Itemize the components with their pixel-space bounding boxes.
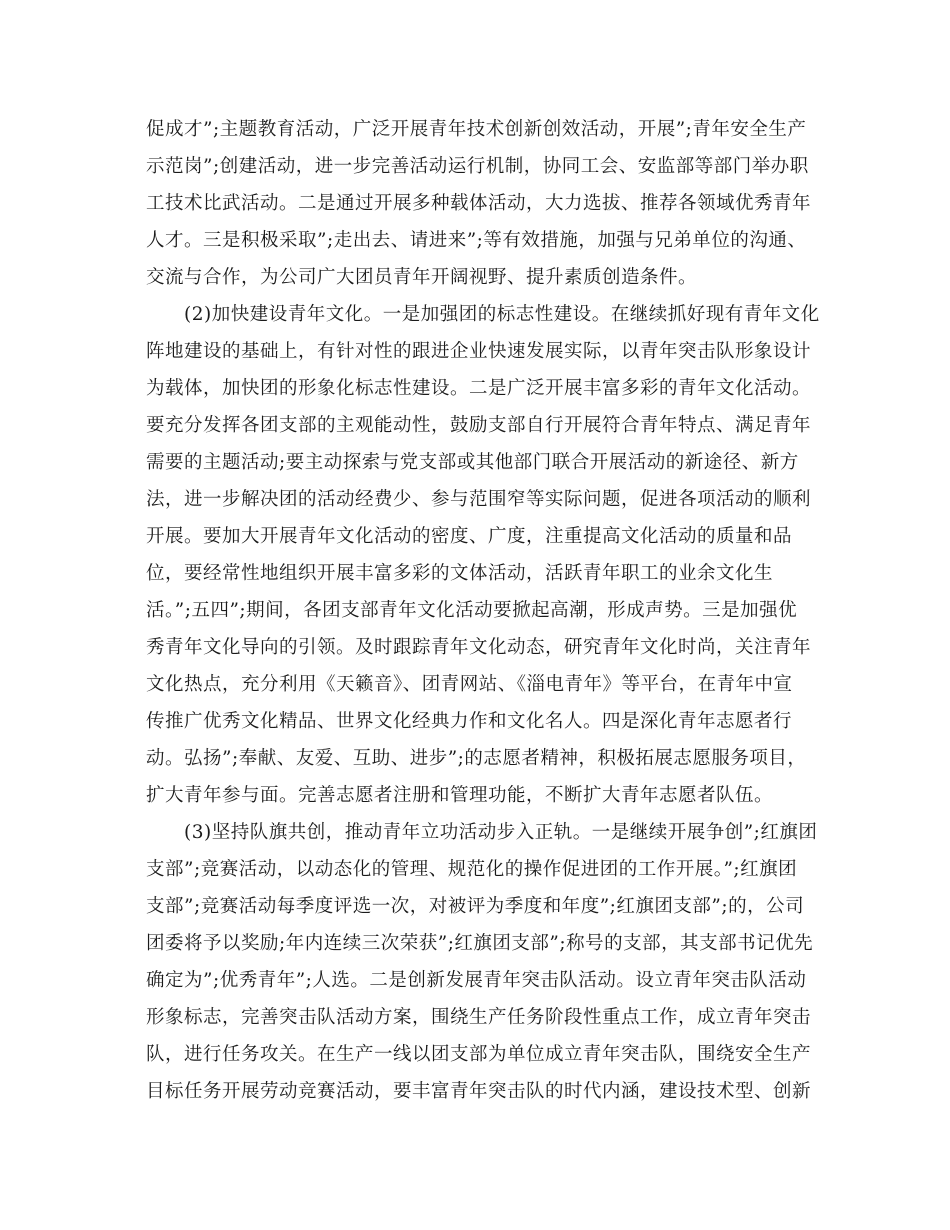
text-line: 示范岗”;创建活动，进一步完善活动运行机制，协同工会、安监部等部门举办职 [146, 156, 809, 177]
text-line: 法，进一步解决团的活动经费少、参与范围窄等实际问题，促进各项活动的顺利 [146, 489, 812, 510]
text-line: 开展。要加大开展青年文化活动的密度、广度，注重提高文化活动的质量和品 [146, 526, 793, 547]
paragraph-start-line: (2)加快建设青年文化。一是加强团的标志性建设。在继续抓好现有青年文化 [184, 304, 820, 325]
text-line: 文化热点，充分利用《天籁音》、团青网站、《淄电青年》等平台，在青年中宣 [146, 674, 793, 695]
text-line: 交流与合作，为公司广大团员青年开阔视野、提升素质创造条件。 [146, 267, 698, 288]
text-line: 需要的主题活动;要主动探索与党支部或其他部门联合开展活动的新途径、新方 [146, 452, 799, 473]
paragraph-start-line: (3)坚持队旗共创，推动青年立功活动步入正轨。一是继续开展争创”;红旗团 [184, 822, 818, 843]
text-line: 支部”;竞赛活动，以动态化的管理、规范化的操作促进团的工作开展。”;红旗团 [146, 859, 798, 880]
text-line: 秀青年文化导向的引领。及时跟踪青年文化动态，研究青年文化时尚，关注青年 [146, 637, 812, 658]
text-line: 扩大青年参与面。完善志愿者注册和管理功能，不断扩大青年志愿者队伍。 [146, 785, 774, 806]
text-line: 人才。三是积极采取”;走出去、请进来”;等有效措施，加强与兄弟单位的沟通、 [146, 230, 807, 251]
text-line: 促成才”;主题教育活动，广泛开展青年技术创新创效活动，开展”;青年安全生产 [146, 119, 807, 140]
text-line: 团委将予以奖励;年内连续三次荣获”;红旗团支部”;称号的支部，其支部书记优先 [146, 933, 814, 954]
text-line: 为载体，加快团的形象化标志性建设。二是广泛开展丰富多彩的青年文化活动。 [146, 378, 812, 399]
text-line: 队，进行任务攻关。在生产一线以团支部为单位成立青年突击队，围绕安全生产 [146, 1044, 812, 1065]
text-line: 工技术比武活动。二是通过开展多种载体活动，大力选拔、推荐各领域优秀青年 [146, 193, 812, 214]
text-line: 传推广优秀文化精品、世界文化经典力作和文化名人。四是深化青年志愿者行 [146, 711, 793, 732]
text-line: 活。”;五四”;期间，各团支部青年文化活动要掀起高潮，形成声势。三是加强优 [146, 600, 798, 621]
text-line: 阵地建设的基础上，有针对性的跟进企业快速发展实际，以青年突击队形象设计 [146, 341, 812, 362]
text-line: 确定为”;优秀青年”;人选。二是创新发展青年突击队活动。设立青年突击队活动 [146, 970, 807, 991]
text-line: 要充分发挥各团支部的主观能动性，鼓励支部自行开展符合青年特点、满足青年 [146, 415, 812, 436]
text-line: 形象标志，完善突击队活动方案，围绕生产任务阶段性重点工作，成立青年突击 [146, 1007, 812, 1028]
text-line: 目标任务开展劳动竞赛活动，要丰富青年突击队的时代内涵，建设技术型、创新 [146, 1081, 812, 1102]
text-line: 动。弘扬”;奉献、友爱、互助、进步”;的志愿者精神，积极拓展志愿服务项目， [146, 748, 807, 769]
text-line: 位，要经常性地组织开展丰富多彩的文体活动，活跃青年职工的业余文化生 [146, 563, 774, 584]
text-line: 支部”;竞赛活动每季度评选一次，对被评为季度和年度”;红旗团支部”;的，公司 [146, 896, 805, 917]
